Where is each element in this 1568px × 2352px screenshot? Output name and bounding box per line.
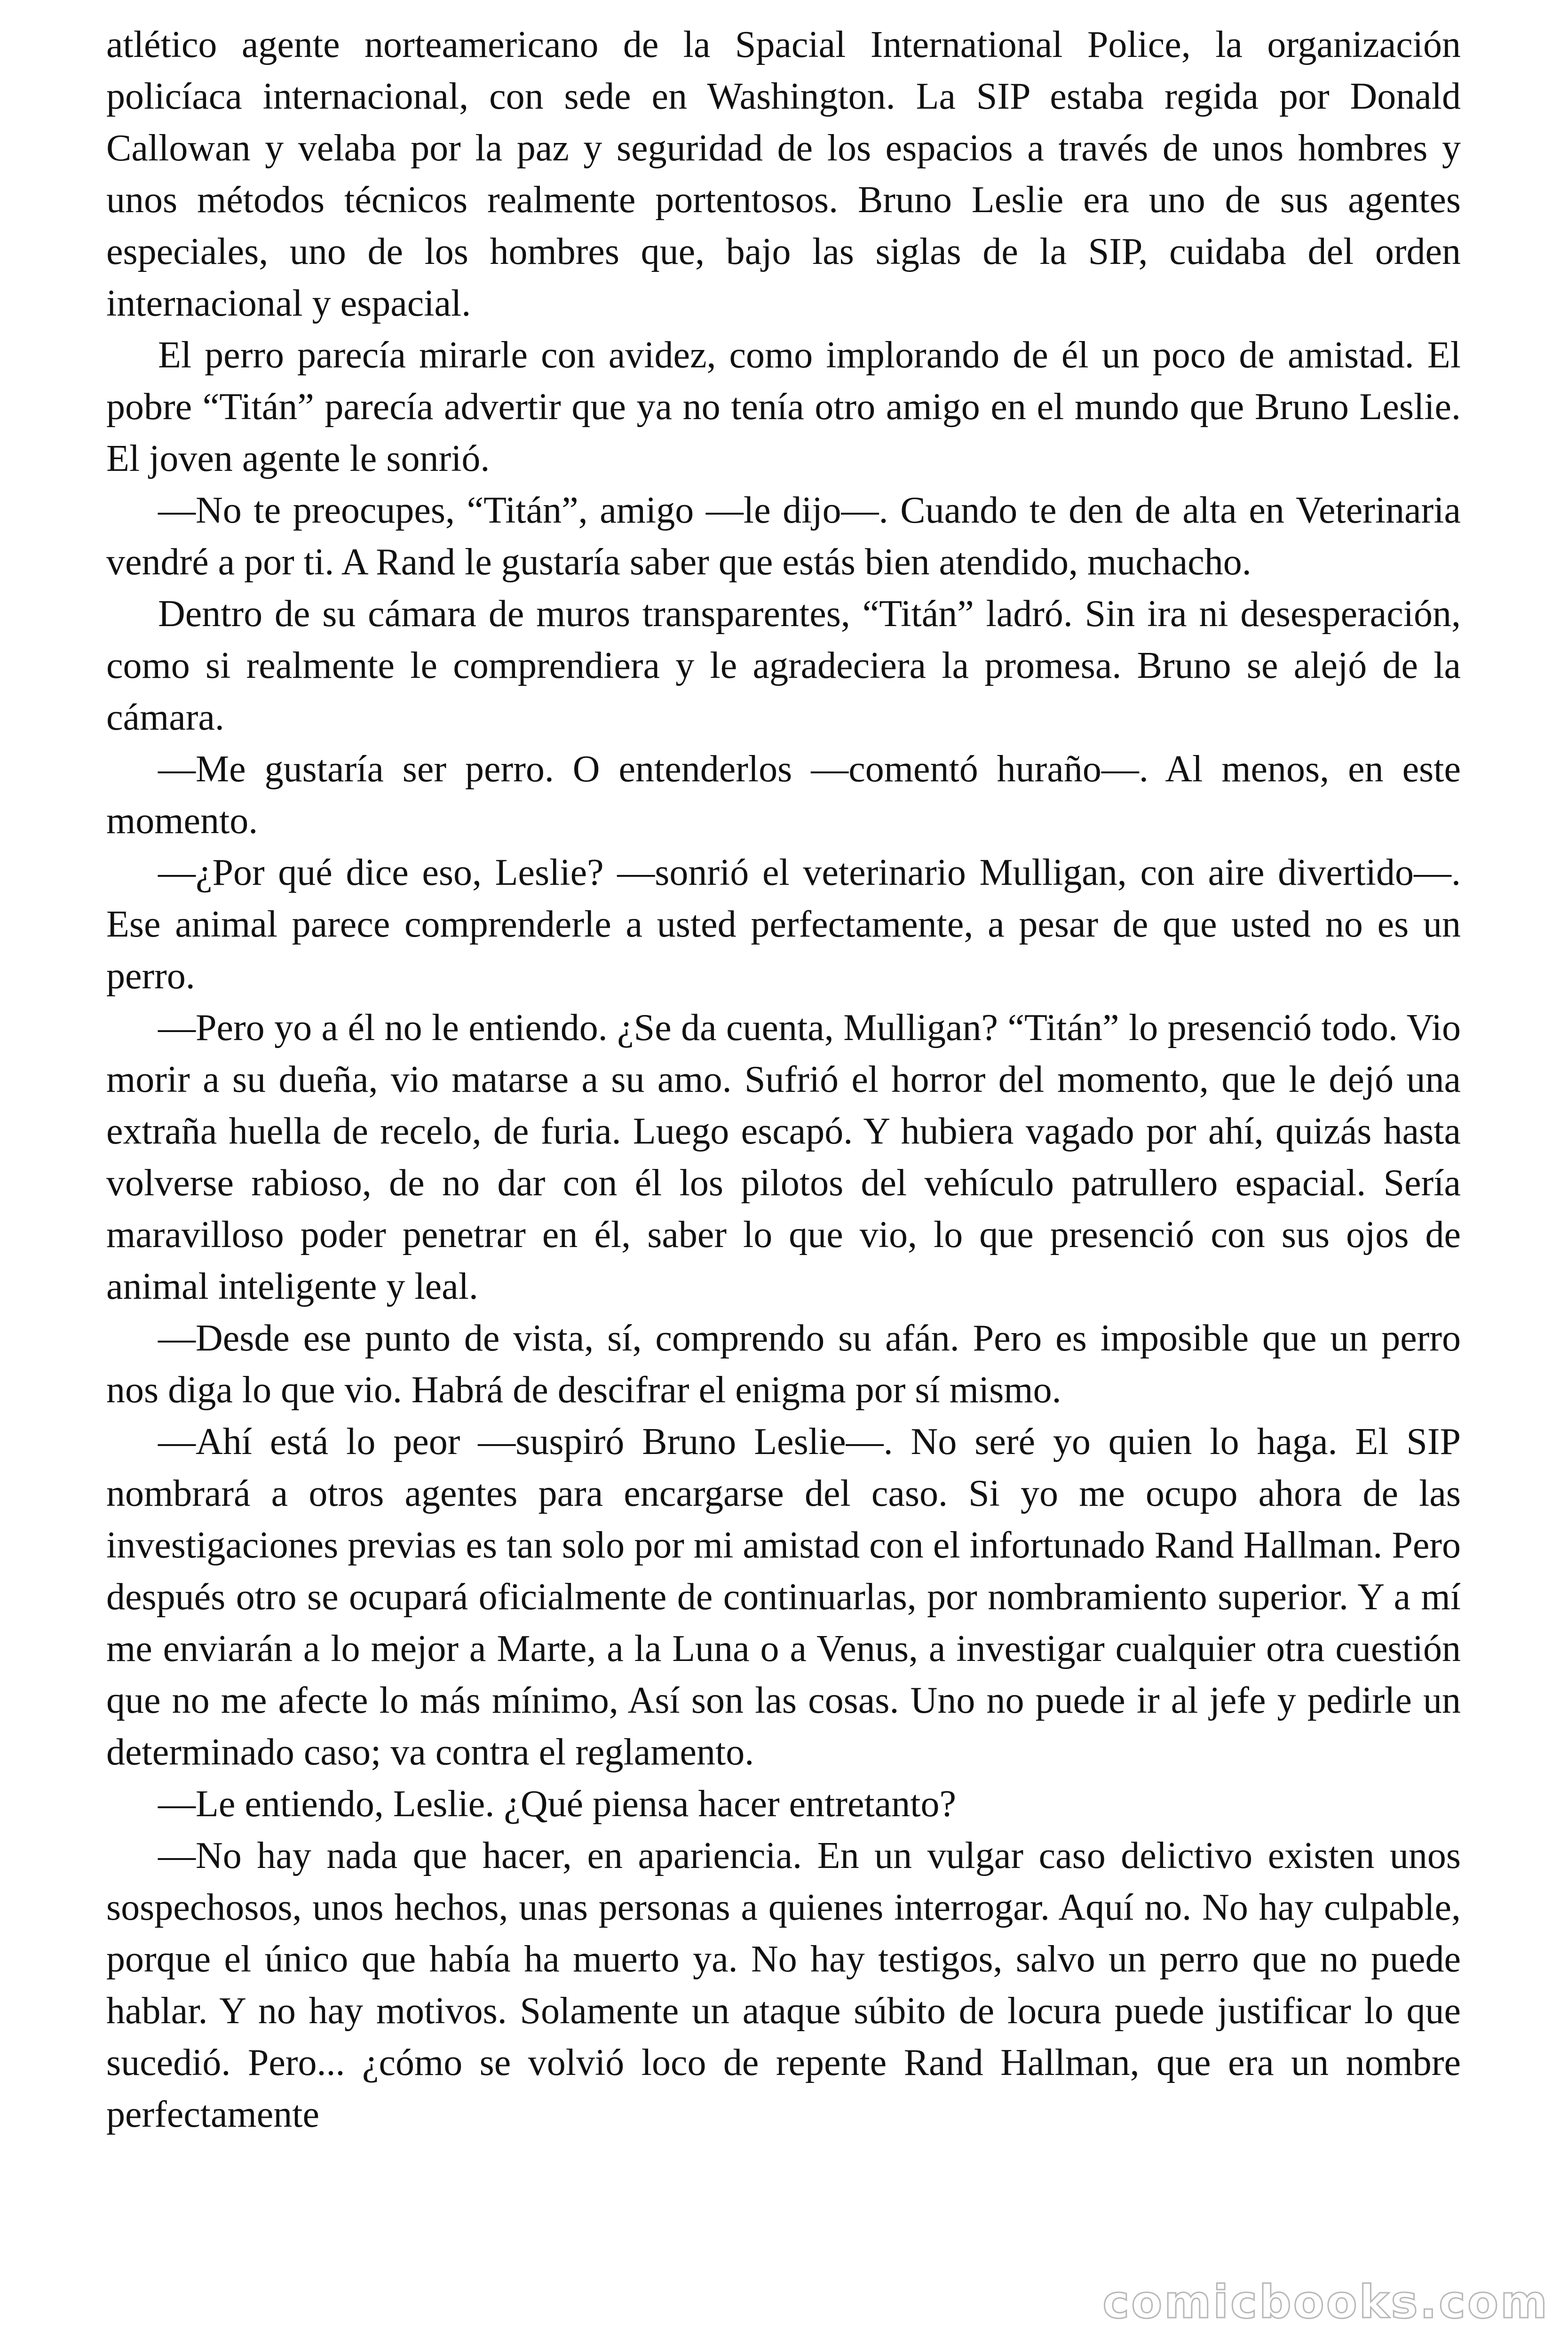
paragraph-5: —Me gustaría ser perro. O entenderlos —comentó huraño—. Al menos, en este momento.	[106, 748, 1461, 842]
paragraph-9: —Ahí está lo peor —suspiró Bruno Leslie—. No seré yo quien lo haga. El SIP nombrará a otros agentes para encargarse del caso. Si yo me ocupo ahora de las investigaciones previas es tan solo por mi amistad con el infortunado Rand Hallman. Pero después otro se ocupará oficialmente de continuarlas, por nombramiento superior. Y a mí me enviarán a lo mejor a Marte, a la Luna o a Venus, a investigar cualquier otra cuestión que no me afecte lo más mínimo, Así son las cosas. Uno no puede ir al jefe y pedirle un determinado caso; va contra el reglamento.	[106, 1421, 1461, 1773]
paragraph-1: atlético agente norteamericano de la Spacial International Police, la organización policíaca internacional, con sede en Washington. La SIP estaba regida por Donald Callowan y velaba por la paz y seguridad de los espacios a través de unos hombres y unos métodos técnicos realmente portentosos. Bruno Leslie era uno de sus agentes especiales, uno de los hombres que, bajo las siglas de la SIP, cuidaba del orden internacional y espacial.	[106, 24, 1461, 324]
paragraph-10: —Le entiendo, Leslie. ¿Qué piensa hacer entretanto?	[158, 1783, 956, 1825]
paragraph-7: —Pero yo a él no le entiendo. ¿Se da cuenta, Mulligan? “Titán” lo presenció todo. Vio morir a su dueña, vio matarse a su amo. Sufrió el horror del momento, que le dejó una extraña huella de recelo, de furia. Luego escapó. Y hubiera vagado por ahí, quizás hasta volverse rabioso, de no dar con él los pilotos del vehículo patrullero espacial. Sería maravilloso poder penetrar en él, saber lo que vio, lo que presenció con sus ojos de animal inteligente y leal.	[106, 1007, 1461, 1307]
paragraph-2: El perro parecía mirarle con avidez, como implorando de él un poco de amistad. El pobre “Titán” parecía advertir que ya no tenía otro amigo en el mundo que Bruno Leslie. El joven agente le sonrió.	[106, 334, 1461, 479]
paragraph-3: —No te preocupes, “Titán”, amigo —le dijo—. Cuando te den de alta en Veterinaria vendré a por ti. A Rand le gustaría saber que estás bien atendido, muchacho.	[106, 490, 1461, 583]
paragraph-4: Dentro de su cámara de muros transparentes, “Titán” ladró. Sin ira ni desesperación, como si realmente le comprendiera y le agradeciera la promesa. Bruno se alejó de la cámara.	[106, 593, 1461, 738]
watermark-logo: comicbooks.com	[1102, 2276, 1549, 2328]
book-page-text	[106, 19, 1461, 2140]
paragraph-6: —¿Por qué dice eso, Leslie? —sonrió el veterinario Mulligan, con aire divertido—. Ese animal parece comprenderle a usted perfectamente, a pesar de que usted no es un perro.	[106, 852, 1461, 997]
paragraph-8: —Desde ese punto de vista, sí, comprendo su afán. Pero es imposible que un perro nos diga lo que vio. Habrá de descifrar el enigma por sí mismo.	[106, 1318, 1461, 1411]
paragraph-11: —No hay nada que hacer, en apariencia. En un vulgar caso delictivo existen unos sospechosos, unos hechos, unas personas a quienes interrogar. Aquí no. No hay culpable, porque el único que había ha muerto ya. No hay testigos, salvo un perro que no puede hablar. Y no hay motivos. Solamente un ataque súbito de locura puede justificar lo que sucedió. Pero... ¿cómo se volvió loco de repente Rand Hallman, que era un nombre perfectamente	[106, 1835, 1461, 2135]
